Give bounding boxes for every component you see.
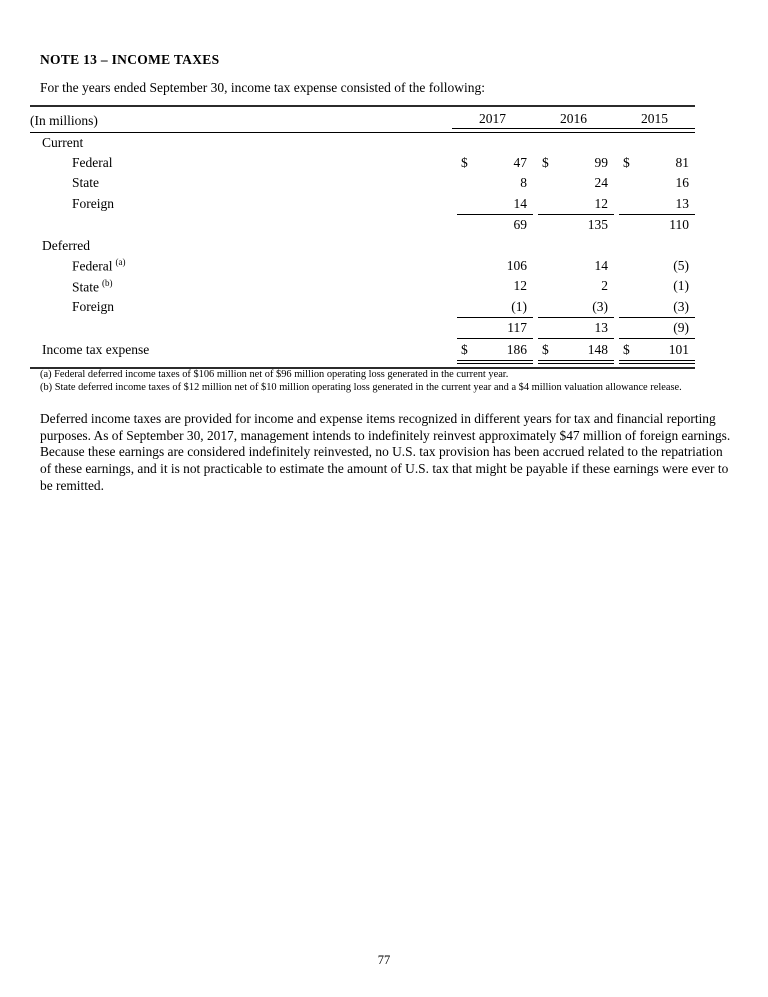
row-label: Federal: [72, 155, 113, 171]
cell-value: 14: [513, 195, 527, 211]
cell-value: 14: [594, 258, 608, 274]
table-row-current-foreign: [30, 194, 695, 215]
cell-value: (9): [673, 320, 689, 336]
cell-value: (1): [511, 298, 527, 314]
cell-value: 186: [506, 341, 527, 357]
footnote-marker: (b): [102, 277, 113, 288]
unit-label: (In millions): [30, 107, 452, 133]
note-title: NOTE 13 – INCOME TAXES: [40, 52, 220, 67]
page-number: 77: [377, 953, 391, 967]
row-label: State: [72, 175, 99, 191]
table-row-current-section: [30, 133, 695, 153]
cell-value: 81: [675, 155, 689, 171]
cell-value: 12: [594, 195, 608, 211]
year-column-header: 2015: [614, 107, 695, 133]
table-row-deferred-subtotal: [30, 318, 695, 339]
footnote-b: (b) State deferred income taxes of $12 million net of $10 million operating loss generated in the current year and a $4 million valuation allowance release.: [40, 382, 682, 394]
row-label: Foreign: [72, 196, 114, 212]
cell-value: 47: [513, 155, 527, 171]
income-tax-table: [30, 105, 695, 369]
table-row-deferred-state: [30, 276, 695, 296]
table-row-income-tax-expense-total: [30, 339, 695, 360]
cell-value: 101: [668, 341, 689, 357]
table-row-deferred-foreign: [30, 297, 695, 318]
cell-value: 24: [594, 175, 608, 191]
cell-value: (1): [673, 278, 689, 294]
cell-value: 8: [520, 175, 527, 191]
body-paragraph: Deferred income taxes are provided for income and expense items recognized in different years for tax and financial reporting purposes. As of September 30, 2017, management intends to indefinitely reinvest approximately $47 million of foreign earnings. Because these earnings are considered indefinitely reinvested, no U.S. tax provision has been accrued related to the repatriation of these earnings, and it is not practicable to estimate the amount of U.S. tax that might be payable if these earnings were ever to be remitted.: [40, 411, 731, 493]
row-label: State: [72, 279, 99, 295]
cell-value: 106: [506, 258, 527, 274]
cell-value: 135: [587, 217, 608, 233]
cell-value: 13: [675, 195, 689, 211]
table-row-current-state: [30, 173, 695, 193]
currency-symbol: $: [461, 155, 468, 171]
currency-symbol: $: [623, 155, 630, 171]
cell-value: 2: [601, 278, 608, 294]
row-label: Foreign: [72, 299, 114, 315]
cell-value: 12: [513, 278, 527, 294]
table-row-current-subtotal: [30, 215, 695, 235]
currency-symbol: $: [623, 341, 630, 357]
currency-symbol: $: [461, 341, 468, 357]
currency-symbol: $: [542, 155, 549, 171]
cell-value: 117: [507, 320, 527, 336]
cell-value: (3): [673, 298, 689, 314]
currency-symbol: $: [542, 341, 549, 357]
cell-value: 110: [669, 217, 689, 233]
cell-value: 16: [675, 175, 689, 191]
footnote-marker: (a): [115, 257, 126, 268]
cell-value: 99: [594, 155, 608, 171]
intro-text: For the years ended September 30, income tax expense consisted of the following:: [40, 80, 486, 95]
cell-value: (5): [673, 258, 689, 274]
cell-value: (3): [592, 298, 608, 314]
row-label: [30, 318, 452, 339]
table-row-current-federal: [30, 153, 695, 173]
cell-value: 148: [587, 341, 608, 357]
year-column-header: 2016: [533, 107, 614, 133]
row-label: Income tax expense: [42, 342, 150, 358]
row-label: Current: [42, 134, 84, 150]
footnote-a: (a) Federal deferred income taxes of $106 million net of $96 million operating loss generated in the current year.: [40, 369, 509, 380]
footnotes: [40, 368, 740, 395]
table-header-row: [30, 107, 695, 133]
row-label: [30, 215, 452, 235]
year-column-header: 2017: [452, 107, 533, 133]
table-row-deferred-section: [30, 235, 695, 255]
cell-value: 69: [513, 217, 527, 233]
table-row-deferred-federal: [30, 256, 695, 276]
income-tax-expense-table: [30, 107, 695, 361]
cell-value: 13: [594, 320, 608, 336]
row-label: Deferred: [42, 237, 90, 253]
row-label: Federal: [72, 258, 113, 274]
